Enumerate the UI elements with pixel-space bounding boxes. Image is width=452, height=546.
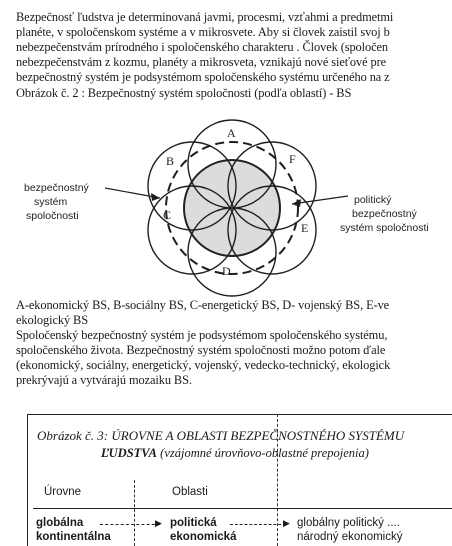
left-label-line-3: spoločnosti bbox=[26, 210, 79, 222]
letter-b: B bbox=[166, 154, 175, 168]
right-arrow-head bbox=[292, 199, 301, 207]
paragraph-1-line-3: nebezpečenstvám prírodného i spoločenského charakteru . Človek (spoločen bbox=[16, 40, 388, 54]
legend-line-2: ekologický BS bbox=[16, 313, 89, 327]
paragraph-2-line-3: (ekonomický, sociálny, energetický, vojenský, vedecko-technický, ekologick bbox=[16, 358, 391, 372]
right-label-line-2: bezpečnostný bbox=[352, 208, 417, 220]
area-economic: ekonomická bbox=[170, 531, 237, 543]
paragraph-1-line-1: Bezpečnosť ľudstva je determinovaná javmi, procesmi, vzťahmi a predmetmi bbox=[16, 10, 394, 24]
arrow-dash-1 bbox=[100, 524, 160, 525]
paragraph-2-line-4: prekrývajú a vytvárajú mozaiku BS. bbox=[16, 373, 192, 387]
letter-f: F bbox=[289, 152, 296, 166]
security-system-diagram bbox=[0, 118, 452, 298]
letter-a: A bbox=[227, 126, 236, 140]
column-header-areas: Oblasti bbox=[172, 486, 208, 498]
figure-3-subtitle-rest: (vzájomné úrovňovo-oblastné prepojenia) bbox=[157, 446, 369, 460]
legend-line-1: A-ekonomický BS, B-sociálny BS, C-energetický BS, D- vojenský BS, E-ve bbox=[16, 298, 390, 312]
arrow-dash-2 bbox=[230, 524, 286, 525]
right-label-line-3: systém spoločnosti bbox=[340, 222, 429, 234]
figure-3-subtitle bbox=[101, 446, 369, 461]
arrow-head-1: ▶ bbox=[155, 518, 162, 528]
letter-c: C bbox=[163, 208, 172, 222]
header-rule bbox=[33, 508, 452, 509]
column-header-levels: Úrovne bbox=[44, 486, 82, 498]
result-global-political: globálny politický .... bbox=[297, 517, 400, 529]
paragraph-2-line-1: Spoločenský bezpečnostný systém je podsystémom spoločenského systému, bbox=[16, 328, 388, 342]
level-global: globálna bbox=[36, 517, 84, 529]
left-label-line-2: systém bbox=[34, 196, 68, 208]
column-divider-1 bbox=[134, 480, 135, 546]
right-label-line-1: politický bbox=[354, 194, 392, 206]
letter-d: D bbox=[222, 264, 231, 278]
left-arrow-head bbox=[151, 193, 160, 201]
paragraph-1-line-4: nebezpečenstvám z kozmu, planéty a mikrosveta, vznikajú nové sieťové pre bbox=[16, 55, 387, 69]
figure-3-subtitle-bold: ĽUDSTVA bbox=[101, 446, 158, 460]
letter-e: E bbox=[301, 221, 309, 235]
paragraph-2-line-2: spoločenského života. Bezpečnostný systém spoločnosti možno potom ďale bbox=[16, 343, 386, 357]
level-continental: kontinentálna bbox=[36, 531, 111, 543]
area-political: politická bbox=[170, 517, 217, 529]
arrow-head-2: ▶ bbox=[283, 518, 290, 528]
column-divider-2 bbox=[277, 414, 278, 546]
result-national-economic: národný ekonomický bbox=[297, 531, 403, 543]
paragraph-1-line-2: planéte, v spoločenskom systéme a v mikrosvete. Aby si človek zaistil svoj b bbox=[16, 25, 390, 39]
figure-2-caption: Obrázok č. 2 : Bezpečnostný systém spoločnosti (podľa oblastí) - BS bbox=[16, 86, 352, 100]
figure-3-title: Obrázok č. 3: ÚROVNE A OBLASTI BEZPEČNOSTNÉHO SYSTÉMU bbox=[37, 428, 405, 443]
left-label-line-1: bezpečnostný bbox=[24, 182, 89, 194]
paragraph-1-line-5: bezpečnostný systém je podsystémom spoločenského systému určeného na z bbox=[16, 70, 390, 84]
